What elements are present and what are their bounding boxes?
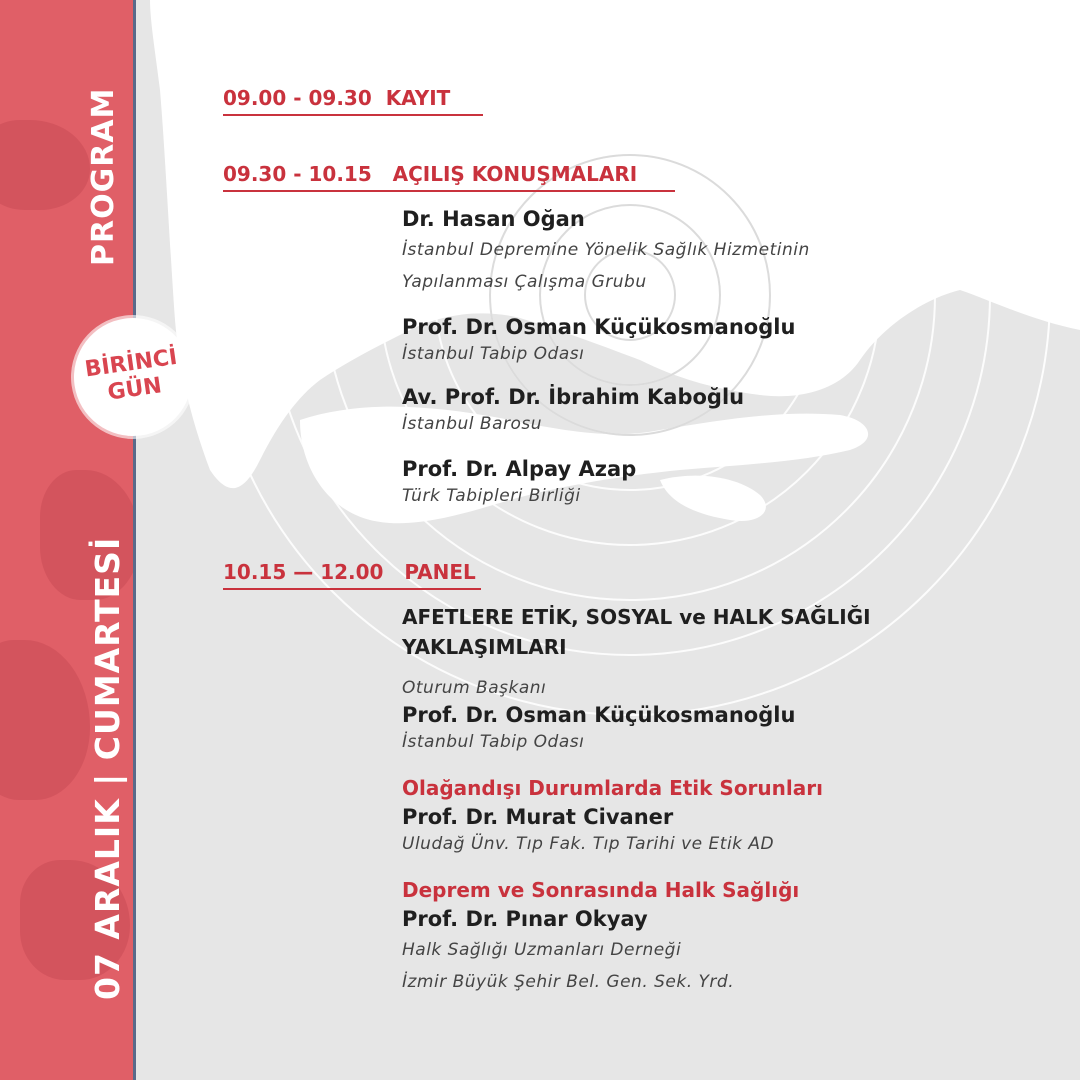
talk-affiliation: Uludağ Ünv. Tıp Fak. Tıp Tarihi ve Etik AD xyxy=(402,834,775,854)
registration-title: KAYIT xyxy=(385,86,451,110)
program-label: PROGRAM xyxy=(86,87,121,266)
chair-affiliation: İstanbul Tabip Odası xyxy=(402,732,585,752)
speaker-affiliation: İstanbul Depremine Yönelik Sağlık Hizmetinin xyxy=(402,240,810,260)
opening-title: AÇILIŞ KONUŞMALARI xyxy=(392,162,638,186)
opening-speaker-2 xyxy=(402,312,1042,366)
badge-line-1: BİRİNCİ xyxy=(83,344,179,383)
opening-speaker-3 xyxy=(402,382,1042,436)
talk-title: Olağandışı Durumlarda Etik Sorunları xyxy=(402,776,823,800)
panel-underline xyxy=(223,588,481,590)
panel-topic-line-1: AFETLERE ETİK, SOSYAL ve HALK SAĞLIĞI xyxy=(402,605,871,629)
panel-talk-1 xyxy=(402,774,1042,856)
panel-talk-2 xyxy=(402,876,1042,998)
opening-speaker-1 xyxy=(402,204,1042,298)
date-label: 07 ARALIK | CUMARTESİ xyxy=(88,536,127,1000)
panel-title: PANEL xyxy=(404,560,476,584)
opening-speaker-4 xyxy=(402,454,1042,508)
speaker-affiliation: Türk Tabipleri Birliği xyxy=(402,486,581,506)
chair-name: Prof. Dr. Osman Küçükosmanoğlu xyxy=(402,703,796,727)
opening-heading xyxy=(223,162,637,186)
panel-heading xyxy=(223,560,476,584)
speaker-name: Dr. Hasan Oğan xyxy=(402,207,585,231)
talk-affiliation: Halk Sağlığı Uzmanları Derneği xyxy=(402,940,682,960)
panel-topic-line-2: YAKLAŞIMLARI xyxy=(402,635,567,659)
panel-time: 10.15 — 12.00 xyxy=(223,560,384,584)
registration-time: 09.00 - 09.30 xyxy=(223,86,372,110)
talk-title: Deprem ve Sonrasında Halk Sağlığı xyxy=(402,878,800,902)
registration-heading xyxy=(223,86,450,110)
speaker-affiliation: İstanbul Barosu xyxy=(402,414,543,434)
registration-underline xyxy=(223,114,483,116)
speaker-affiliation: Yapılanması Çalışma Grubu xyxy=(402,272,647,292)
talk-speaker: Prof. Dr. Murat Civaner xyxy=(402,805,674,829)
opening-time: 09.30 - 10.15 xyxy=(223,162,372,186)
badge-line-2: GÜN xyxy=(106,373,164,406)
speaker-name: Av. Prof. Dr. İbrahim Kaboğlu xyxy=(402,385,745,409)
chair-label: Oturum Başkanı xyxy=(402,678,547,698)
opening-underline xyxy=(223,190,675,192)
speaker-name: Prof. Dr. Alpay Azap xyxy=(402,457,637,481)
panel-chair xyxy=(402,676,1042,754)
talk-affiliation: İzmir Büyük Şehir Bel. Gen. Sek. Yrd. xyxy=(402,972,735,992)
speaker-affiliation: İstanbul Tabip Odası xyxy=(402,344,585,364)
talk-speaker: Prof. Dr. Pınar Okyay xyxy=(402,907,648,931)
panel-topic xyxy=(402,602,1042,662)
speaker-name: Prof. Dr. Osman Küçükosmanoğlu xyxy=(402,315,796,339)
